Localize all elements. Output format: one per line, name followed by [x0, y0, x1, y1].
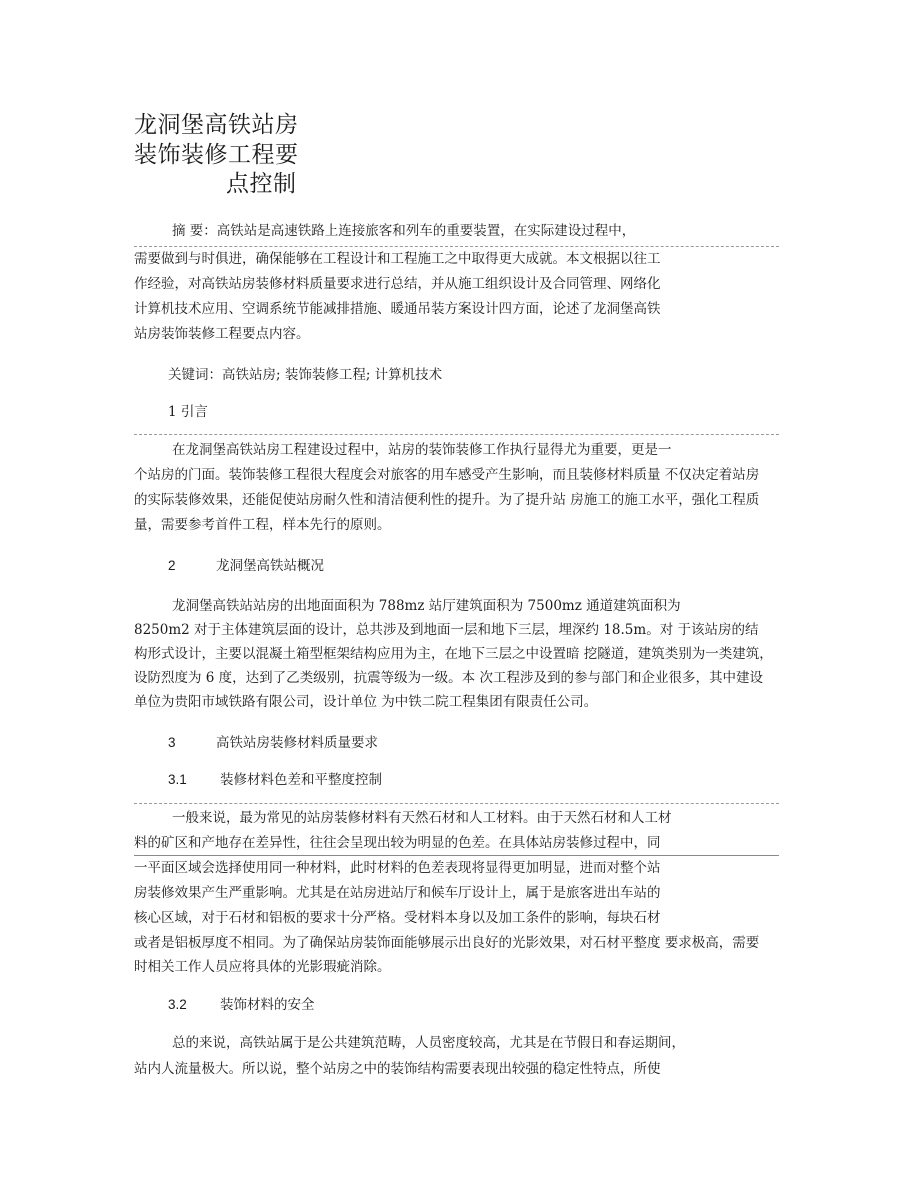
section-title: 龙洞堡高铁站概况 — [216, 558, 324, 574]
paragraph-line: 一般来说，最为常见的站房装修材料有天然石材和人工材料。由于天然石材和人工材 — [172, 810, 672, 826]
paragraph-line: 单位为贵阳市域铁路有限公司，设计单位 为中铁二院工程集团有限责任公司。 — [134, 694, 598, 710]
divider — [134, 803, 779, 804]
keywords: 关键词：高铁站房; 装饰装修工程; 计算机技术 — [168, 367, 443, 383]
paragraph-line: 量，需要参考首件工程，样本先行的原则。 — [134, 517, 391, 533]
section-2-heading — [168, 557, 324, 575]
section-title: 装修材料色差和平整度控制 — [220, 772, 382, 788]
paragraph-line: 龙洞堡高铁站站房的出地面面积为 788mz 站厅建筑面积为 7500mz 通道建筑面积为 — [172, 598, 681, 614]
paragraph-line: 个站房的门面。装饰装修工程很大程度会对旅客的用车感受产生影响，而且装修材料质量 不仅决定着站房 — [134, 467, 760, 483]
divider — [134, 855, 779, 856]
paragraph-line: 构形式设计，主要以混凝土箱型框架结构应用为主，在地下三层之中设置暗 挖隧道，建筑类别为一类建筑， — [134, 646, 773, 662]
section-3-heading — [168, 734, 378, 752]
title-line-2: 装饰装修工程要 — [134, 142, 299, 168]
title-line-3: 点控制 — [226, 171, 297, 197]
section-number: 3.2 — [168, 997, 187, 1012]
abstract-line: 作经验，对高铁站房装修材料质量要求进行总结，并从施工组织设计及合同管理、网络化 — [134, 276, 661, 292]
divider — [134, 434, 779, 435]
paragraph-line: 料的矿区和产地存在差异性，往往会呈现出较为明显的色差。在具体站房装修过程中，同 — [134, 835, 661, 851]
abstract-line: 站房装饰装修工程要点内容。 — [134, 326, 310, 342]
section-3-2-heading — [168, 996, 315, 1014]
paragraph-line: 总的来说，高铁站属于是公共建筑范畴，人员密度较高，尤其是在节假日和春运期间， — [172, 1035, 685, 1051]
section-number: 2 — [168, 558, 176, 573]
paragraph-line: 在龙洞堡高铁站房工程建设过程中，站房的装饰装修工作执行显得尤为重要，更是一 — [172, 442, 672, 458]
paragraph-line: 一平面区域会选择使用同一种材料，此时材料的色差表现将显得更加明显，进而对整个站 — [134, 860, 661, 876]
section-number: 3 — [168, 735, 176, 750]
paragraph-line: 房装修效果产生严重影响。尤其是在站房进站厅和候车厅设计上，属于是旅客进出车站的 — [134, 885, 661, 901]
paragraph-line: 或者是铝板厚度不相同。为了确保站房装饰面能够展示出良好的光影效果，对石材平整度 要求极高，需要 — [134, 935, 760, 951]
paragraph-line: 站内人流量极大。所以说，整个站房之中的装饰结构需要表现出较强的稳定性特点，所使 — [134, 1061, 661, 1077]
paragraph-line: 的实际装修效果，还能促使站房耐久性和清洁便利性的提升。为了提升站 房施工的施工水平，强化工程质 — [134, 492, 760, 508]
section-3-1-heading — [168, 771, 382, 789]
paragraph-line: 核心区域，对于石材和铝板的要求十分严格。受材料本身以及加工条件的影响，每块石材 — [134, 910, 661, 926]
abstract-line: 需要做到与时俱进，确保能够在工程设计和工程施工之中取得更大成就。本文根据以往工 — [134, 251, 661, 267]
divider — [134, 246, 779, 247]
paragraph-line: 设防烈度为 6 度，达到了乙类级别，抗震等级为一级。本 次工程涉及到的参与部门和企业很多，其中建设 — [134, 670, 763, 686]
section-title: 装饰材料的安全 — [220, 997, 315, 1013]
abstract-line: 摘 要：高铁站是高速铁路上连接旅客和列车的重要装置，在实际建设过程中， — [172, 223, 636, 239]
section-number: 3.1 — [168, 772, 187, 787]
paragraph-line: 时相关工作人员应将具体的光影瑕疵消除。 — [134, 959, 391, 975]
title-line-1: 龙洞堡高铁站房 — [134, 112, 299, 138]
section-1-heading: 1 引言 — [168, 404, 208, 420]
section-title: 高铁站房装修材料质量要求 — [216, 735, 378, 751]
paragraph-line: 8250m2 对于主体建筑层面的设计，总共涉及到地面一层和地下三层，埋深约 18.5m。对 于该站房的结 — [134, 622, 759, 638]
abstract-line: 计算机技术应用、空调系统节能减排措施、暖通吊装方案设计四方面，论述了龙洞堡高铁 — [134, 301, 661, 317]
